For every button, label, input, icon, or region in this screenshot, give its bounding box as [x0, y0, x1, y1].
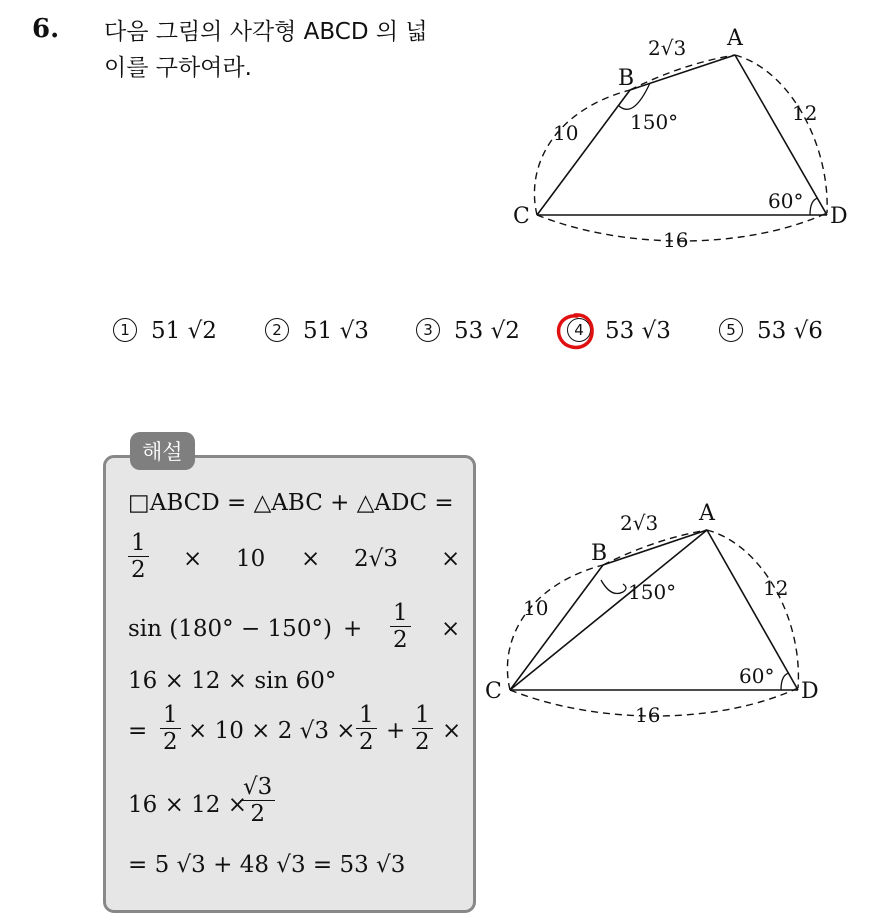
arc-outline	[507, 530, 798, 716]
solution-label: 해설	[130, 432, 195, 470]
fraction-half	[128, 530, 149, 583]
sin-expression: sin (180° − 150°)	[128, 616, 332, 642]
answer-highlight-circle	[555, 311, 595, 351]
choice-mark-4: 4	[567, 318, 591, 342]
label-ab: 2√3	[648, 36, 687, 60]
value-10: 10	[236, 546, 266, 572]
angle-d-arc	[781, 673, 789, 690]
choice-1[interactable]	[113, 318, 217, 344]
solution-figure	[483, 500, 843, 735]
fraction-den: 2	[250, 801, 265, 827]
solution-line-5	[128, 702, 468, 762]
fraction-den: 2	[131, 557, 146, 583]
question-text-line2: 이를 구하여라.	[104, 55, 252, 81]
vertex-b: B	[591, 541, 608, 566]
product-expression: × 10 × 2 √3 ×	[188, 718, 356, 744]
times-sign: ×	[441, 616, 461, 642]
label-ab: 2√3	[620, 511, 659, 535]
vertex-a: A	[699, 501, 715, 526]
choice-value-3: 53 √2	[454, 318, 520, 344]
question-text	[104, 14, 484, 86]
solution-line-6	[128, 774, 428, 834]
fraction-den: 2	[359, 729, 374, 755]
value-2root3: 2√3	[354, 546, 398, 572]
plus-sign: +	[343, 616, 363, 642]
choice-5[interactable]	[719, 318, 823, 344]
choice-mark-1: 1	[113, 318, 137, 342]
fraction-half	[412, 702, 433, 755]
vertex-d: D	[830, 204, 848, 229]
vertex-c: C	[485, 679, 502, 704]
fraction-den: 2	[415, 729, 430, 755]
label-ad: 12	[792, 101, 818, 125]
equals-sign: =	[128, 718, 148, 744]
solution-line-4: 16 × 12 × sin 60°	[128, 668, 337, 694]
fraction-num: 1	[390, 600, 411, 627]
choice-value-2: 51 √3	[303, 318, 369, 344]
fraction-root3-over-2	[240, 774, 275, 827]
angle-d-label: 60°	[768, 189, 804, 213]
angle-d-label: 60°	[739, 664, 775, 688]
angle-b-label: 150°	[628, 580, 677, 604]
times-sign: ×	[183, 546, 203, 572]
choice-value-1: 51 √2	[151, 318, 217, 344]
fraction-half	[390, 600, 411, 653]
product-expression: 16 × 12 ×	[128, 792, 248, 818]
angle-d-arc	[810, 198, 818, 215]
fraction-half	[356, 702, 377, 755]
choice-value-4: 53 √3	[605, 318, 671, 344]
question-number: 6.	[32, 14, 60, 44]
times-sign: ×	[441, 546, 461, 572]
label-cd: 16	[635, 703, 661, 727]
fraction-num: 1	[160, 702, 181, 729]
choice-2[interactable]	[265, 318, 369, 344]
fraction-num: 1	[356, 702, 377, 729]
solution-line-7: = 5 √3 + 48 √3 = 53 √3	[128, 852, 406, 878]
fraction-num: √3	[240, 774, 275, 801]
angle-b-arc	[601, 580, 626, 594]
label-ad: 12	[763, 576, 789, 600]
vertex-c: C	[513, 204, 530, 229]
vertex-d: D	[801, 679, 819, 704]
plus-sign: +	[386, 718, 406, 744]
vertex-a: A	[727, 26, 743, 51]
fraction-den: 2	[163, 729, 178, 755]
fraction-num: 1	[412, 702, 433, 729]
label-bc: 10	[553, 121, 579, 145]
choice-mark-5: 5	[719, 318, 743, 342]
arc-outline	[534, 55, 827, 241]
quadrilateral-figure	[505, 25, 865, 260]
solution-line-1: □ABCD = △ABC + △ADC =	[128, 490, 454, 516]
angle-b-label: 150°	[630, 110, 679, 134]
choice-value-5: 53 √6	[757, 318, 823, 344]
fraction-half	[160, 702, 181, 755]
solution-box	[103, 455, 476, 913]
label-bc: 10	[523, 596, 549, 620]
choice-mark-3: 3	[416, 318, 440, 342]
label-cd: 16	[663, 228, 689, 252]
choice-mark-2: 2	[265, 318, 289, 342]
choice-3[interactable]	[416, 318, 520, 344]
vertex-b: B	[618, 66, 635, 91]
fraction-num: 1	[128, 530, 149, 557]
times-sign: ×	[442, 718, 462, 744]
times-sign: ×	[301, 546, 321, 572]
solution-line-3	[128, 600, 463, 660]
fraction-den: 2	[393, 627, 408, 653]
solution-line-2	[128, 530, 463, 583]
question-text-line1: 다음 그림의 사각형 ABCD 의 넓	[104, 19, 428, 45]
